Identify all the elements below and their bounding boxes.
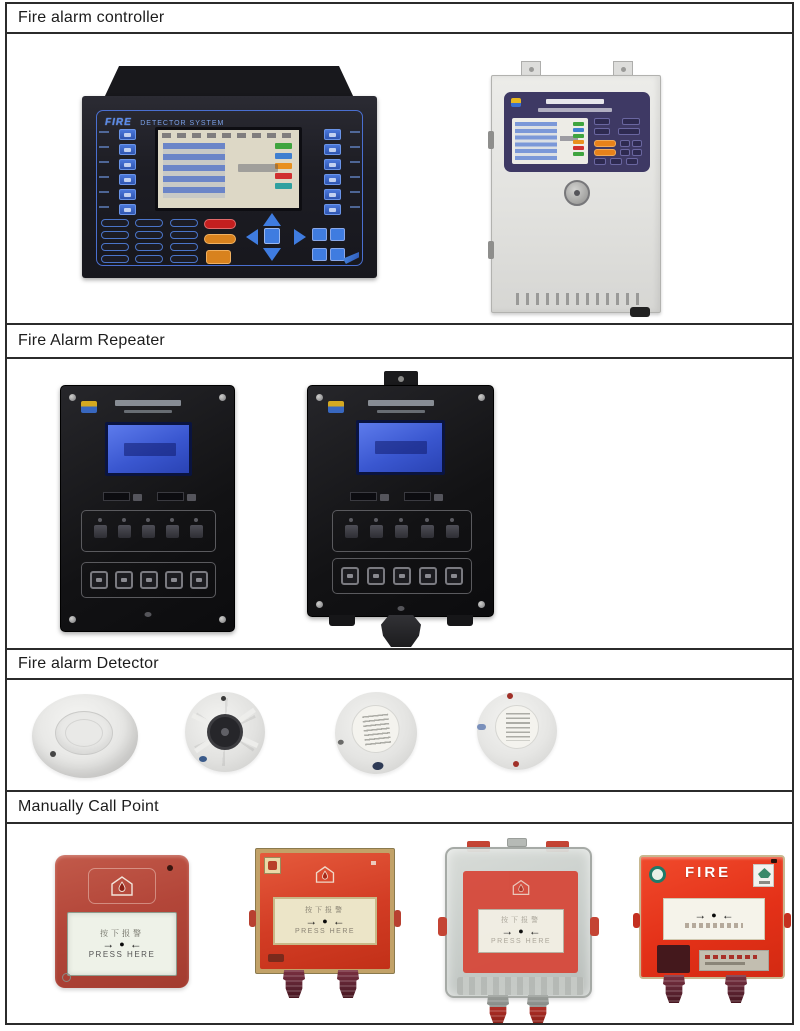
- screw-icon: [219, 616, 226, 623]
- indicator-icon: [345, 525, 358, 538]
- status-chip-blue: [573, 128, 584, 132]
- cover-base: [457, 977, 584, 995]
- press-panel: [478, 909, 564, 953]
- side-lug: [784, 913, 791, 928]
- cable-gland: [381, 615, 421, 647]
- section-title: Fire alarm Detector: [18, 655, 159, 672]
- buzzer-hole: [144, 612, 151, 617]
- panel-key: [618, 128, 640, 135]
- section-header-repeater: [7, 325, 792, 359]
- function-key: [170, 231, 198, 239]
- cable-gland: [337, 970, 359, 998]
- cable-entry: [630, 307, 650, 317]
- panel-key: [622, 118, 640, 125]
- flame-house-icon: [314, 865, 336, 889]
- evacuate-button: [206, 250, 231, 264]
- panel-key: [610, 158, 622, 165]
- call-point-face: [463, 871, 578, 973]
- silence-button: [594, 149, 616, 156]
- function-key: [170, 255, 198, 263]
- press-here-label: PRESS HERE: [88, 950, 156, 959]
- smoke-detector-photo-4: [477, 692, 557, 770]
- panel-button: [90, 571, 108, 589]
- lcd-event-list: [163, 143, 225, 198]
- chinese-press-label: 按下报警: [305, 907, 345, 914]
- section-body-detector: [7, 680, 792, 792]
- screw-icon: [69, 616, 76, 623]
- status-chip-teal: [275, 183, 292, 189]
- digit-display: [404, 492, 431, 501]
- indicator-icon: [395, 525, 408, 538]
- status-chip-red: [573, 146, 584, 150]
- status-chip-green: [573, 152, 584, 156]
- indicator-icon: [142, 525, 155, 538]
- function-key: [135, 231, 163, 239]
- section-header-detector: [7, 650, 792, 680]
- brand-logo-icon: [328, 401, 344, 413]
- vent-slots: [516, 293, 640, 305]
- status-chip-red: [275, 173, 292, 179]
- alarm-led: [371, 861, 376, 865]
- brand-logo-icon: [81, 401, 97, 413]
- detector-led: [513, 761, 519, 767]
- mounting-foot: [329, 615, 355, 626]
- fire-alarm-repeater-photo-2: [307, 371, 494, 649]
- arrow-up-key: [263, 213, 281, 226]
- indicator-icon: [118, 525, 131, 538]
- enter-key: [264, 228, 280, 244]
- press-target: [305, 916, 344, 926]
- screw-icon: [478, 601, 485, 608]
- function-key: [101, 231, 129, 239]
- lcd-screen: [105, 422, 192, 476]
- label-text-lines: [362, 714, 391, 747]
- lcd-screen: [356, 420, 445, 475]
- press-panel: [663, 898, 765, 940]
- zone-key-button: [119, 189, 136, 200]
- function-key: [330, 248, 345, 261]
- arrow-right-icon: →: [102, 937, 115, 951]
- reset-button: [204, 234, 236, 244]
- panel-key: [632, 140, 642, 147]
- function-keypad: [101, 219, 199, 266]
- indicator-icon: [190, 525, 203, 538]
- arrow-right-icon: →: [694, 908, 707, 922]
- press-dot-icon: ●: [711, 910, 717, 920]
- spec-label: [699, 950, 769, 971]
- cert-mark-icon: [62, 973, 71, 982]
- manual-call-point-photo-3: [445, 843, 592, 1021]
- zone-key-button: [119, 174, 136, 185]
- status-chip-blue: [275, 153, 292, 159]
- rack-flange: [104, 66, 354, 98]
- indicator-group: [81, 510, 216, 552]
- function-key: [101, 243, 129, 251]
- detector-led: [338, 739, 344, 745]
- label-text-lines: [506, 713, 530, 741]
- smoke-detector-photo-1: [32, 694, 138, 778]
- section-title: Fire Alarm Repeater: [18, 332, 165, 349]
- status-chip-green: [573, 122, 584, 126]
- indicator-icon: [421, 525, 434, 538]
- function-key: [135, 255, 163, 263]
- fire-alarm-controller-panel-photo: [82, 66, 377, 278]
- lcd-screen: [512, 118, 588, 164]
- lcd-status-line: [162, 133, 295, 138]
- smoke-detector-photo-3: [331, 688, 421, 778]
- panel-subtitle-line: [538, 108, 612, 112]
- side-lug: [590, 917, 599, 936]
- press-dot-icon: ●: [322, 916, 328, 926]
- section-body-controller: [7, 34, 792, 325]
- press-here-label: PRESS HERE: [490, 938, 552, 945]
- zone-tick-marks: [350, 131, 360, 221]
- reset-keyhole: [268, 954, 284, 962]
- zone-key-column-right: [324, 129, 341, 215]
- cert-mark-icon: [753, 864, 774, 887]
- panel-button: [367, 567, 385, 585]
- detector-grille: [207, 714, 243, 750]
- manual-call-point-photo-2: [255, 848, 395, 1000]
- indicator-group: [332, 510, 472, 552]
- side-lug: [438, 917, 447, 936]
- press-dot-icon: ●: [119, 939, 125, 949]
- flame-house-icon: [88, 868, 156, 904]
- arrow-left-key: [246, 229, 258, 245]
- alarm-led: [771, 859, 777, 863]
- detector-label: [495, 705, 539, 749]
- screw-icon: [316, 601, 323, 608]
- panel-key: [620, 149, 630, 156]
- panel-button: [393, 567, 411, 585]
- panel-key: [594, 118, 610, 125]
- panel-button: [165, 571, 183, 589]
- press-panel: [273, 897, 377, 945]
- section-title: Manually Call Point: [18, 798, 159, 815]
- control-panel: [504, 92, 650, 172]
- zone-key-button: [324, 129, 341, 140]
- digit-display: [350, 492, 377, 501]
- cable-gland: [283, 970, 305, 998]
- arrow-left-icon: ←: [332, 914, 345, 928]
- device-subtitle-line: [377, 410, 425, 413]
- call-point-face: [260, 853, 390, 969]
- button-group: [81, 562, 216, 598]
- fire-alarm-repeater-photo-1: [60, 385, 235, 632]
- arrow-right-icon: →: [305, 914, 318, 928]
- cert-mark-icon: [264, 857, 281, 874]
- lcd-screen: [155, 127, 302, 211]
- panel-button: [419, 567, 437, 585]
- function-key: [312, 228, 327, 241]
- section-header-call-point: [7, 792, 792, 824]
- maker-logo-icon: [343, 252, 359, 264]
- manual-call-point-photo-1: [55, 855, 189, 988]
- button-group: [332, 558, 472, 594]
- press-target: [102, 939, 141, 949]
- protective-cover: [445, 847, 592, 998]
- detector-terminal: [372, 761, 384, 770]
- small-text-line: [685, 923, 743, 928]
- side-lug: [394, 910, 401, 927]
- status-chip-orange: [573, 140, 584, 144]
- indicator-icon: [94, 525, 107, 538]
- hinge: [488, 241, 494, 259]
- side-lug: [249, 910, 256, 927]
- flame-house-icon: [511, 879, 531, 901]
- cover-hinge: [507, 838, 527, 847]
- detector-terminal: [199, 756, 207, 762]
- indicator-icon: [166, 525, 179, 538]
- screw-icon: [69, 394, 76, 401]
- lcd-status-chips: [573, 122, 584, 156]
- panel-key: [626, 158, 638, 165]
- arrow-right-icon: →: [501, 924, 514, 938]
- screw-icon: [316, 394, 323, 401]
- call-point-face: [639, 855, 785, 979]
- cable-gland: [725, 975, 747, 1003]
- zone-key-button: [324, 204, 341, 215]
- digit-display: [103, 492, 130, 501]
- lcd-event-list: [515, 122, 557, 160]
- alarm-led: [167, 865, 173, 871]
- press-dot-icon: ●: [518, 926, 524, 936]
- fire-alarm-controller-cabinet-photo: [485, 61, 667, 319]
- cable-gland: [487, 995, 509, 1023]
- system-title-text: DETECTOR SYSTEM: [140, 120, 225, 127]
- cable-gland: [527, 995, 549, 1023]
- cert-round-icon: [649, 866, 666, 883]
- function-key: [312, 248, 327, 261]
- arrow-left-icon: ←: [721, 908, 734, 922]
- status-chip-green: [275, 143, 292, 149]
- arrow-left-icon: ←: [129, 937, 142, 951]
- press-panel: [67, 912, 177, 976]
- reset-button: [594, 140, 616, 147]
- cable-gland: [663, 975, 685, 1003]
- panel-title-line: [546, 99, 604, 104]
- function-key: [170, 243, 198, 251]
- status-chip-green: [573, 134, 584, 138]
- indicator-icon: [446, 525, 459, 538]
- mounting-foot: [447, 615, 473, 626]
- panel-button: [445, 567, 463, 585]
- zone-key-column-left: [119, 129, 136, 215]
- repeater-body: [307, 385, 494, 617]
- smoke-detector-photo-2: [185, 692, 265, 772]
- panel-keypad: [594, 118, 646, 164]
- zone-tick-marks: [99, 131, 109, 221]
- section-body-call-point: [7, 824, 792, 1023]
- product-table: [5, 2, 794, 1025]
- cabinet-body: [491, 75, 661, 313]
- device-title-line: [115, 400, 181, 406]
- metal-frame: [255, 848, 395, 974]
- function-key: [101, 219, 129, 227]
- digit-display: [157, 492, 184, 501]
- zone-key-button: [324, 174, 341, 185]
- function-key: [135, 219, 163, 227]
- alarm-silence-button: [204, 219, 236, 229]
- detector-led: [50, 751, 56, 757]
- manual-call-point-photo-4: [639, 855, 785, 1007]
- panel-key: [594, 158, 606, 165]
- indicator-icon: [370, 525, 383, 538]
- screw-icon: [219, 394, 226, 401]
- side-lug: [633, 913, 640, 928]
- hinge: [488, 131, 494, 149]
- zone-key-button: [119, 129, 136, 140]
- function-key: [170, 219, 198, 227]
- zone-key-button: [324, 189, 341, 200]
- section-body-repeater: [7, 359, 792, 650]
- arrow-down-key: [263, 248, 281, 261]
- section-title: Fire alarm controller: [18, 9, 165, 26]
- zone-key-button: [119, 144, 136, 155]
- press-here-label: PRESS HERE: [294, 928, 356, 935]
- fire-label: FIRE: [685, 864, 732, 881]
- function-key: [101, 255, 129, 263]
- controller-faceplate: [96, 110, 363, 266]
- panel-button: [341, 567, 359, 585]
- screw-icon: [478, 394, 485, 401]
- key-reset-block: [657, 945, 690, 973]
- brand-logo-icon: [511, 98, 521, 107]
- arrow-left-icon: ←: [528, 924, 541, 938]
- zone-key-button: [119, 159, 136, 170]
- function-key: [135, 243, 163, 251]
- brand-logo-text: FIRE: [105, 117, 132, 128]
- zone-key-button: [119, 204, 136, 215]
- press-target: [694, 910, 733, 920]
- chinese-press-label: 按下报警: [100, 929, 144, 938]
- detector-led: [507, 693, 513, 699]
- lcd-message: [238, 164, 278, 172]
- detector-dome: [55, 711, 113, 755]
- door-lock-icon: [564, 180, 590, 206]
- device-subtitle-line: [124, 410, 172, 413]
- panel-key: [620, 140, 630, 147]
- arrow-right-key: [294, 229, 306, 245]
- panel-button: [140, 571, 158, 589]
- detector-led: [221, 696, 226, 701]
- detector-terminal: [477, 724, 486, 730]
- device-title-line: [368, 400, 434, 406]
- zone-key-button: [324, 144, 341, 155]
- panel-key: [632, 149, 642, 156]
- chinese-press-label: 按下报警: [501, 917, 541, 924]
- panel-button: [190, 571, 208, 589]
- panel-key: [594, 128, 610, 135]
- detector-label: [349, 703, 402, 756]
- press-target: [501, 926, 540, 936]
- section-header-controller: [7, 4, 792, 34]
- function-key: [330, 228, 345, 241]
- panel-button: [115, 571, 133, 589]
- controller-body: [82, 96, 377, 278]
- buzzer-hole: [397, 606, 404, 611]
- zone-key-button: [324, 159, 341, 170]
